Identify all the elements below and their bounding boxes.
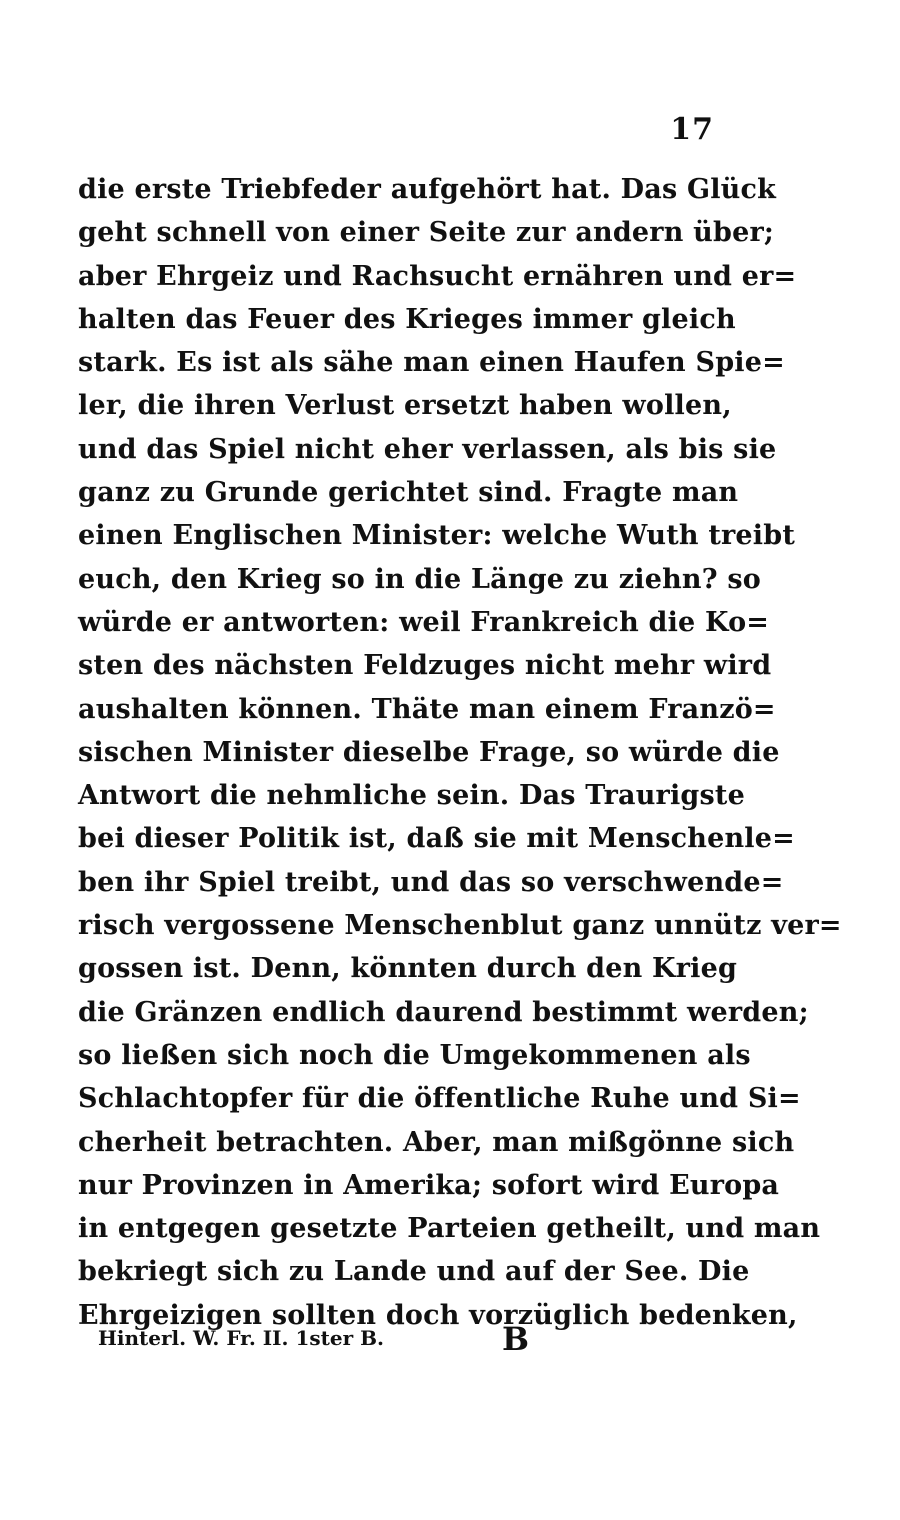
text-line: stark. Es ist als sähe man einen Haufen Spie= [78,347,785,379]
text-line: ler, die ihren Verlust ersetzt haben wollen, [78,390,732,422]
signature-mark: B [502,1320,530,1358]
text-line: gossen ist. Denn, könnten durch den Krieg [78,953,738,985]
text-line: in entgegen gesetzte Parteien getheilt, und man [78,1213,821,1245]
text-line: Antwort die nehmliche sein. Das Traurigste [78,780,745,812]
text-line: nur Provinzen in Amerika; sofort wird Europa [78,1169,780,1201]
body-text [78,168,842,1337]
text-line: ganz zu Grunde gerichtet sind. Fragte man [78,477,739,509]
text-line: Ehrgeizigen sollten doch vorzüglich bedenken, [78,1299,798,1331]
text-line: die Gränzen endlich daurend bestimmt werden; [78,996,809,1028]
text-line: sten des nächsten Feldzuges nicht mehr wird [78,650,772,682]
text-line: Schlachtopfer für die öffentliche Ruhe und Si= [78,1083,801,1115]
text-line: ben ihr Spiel treibt, und das so verschwende= [78,866,784,898]
text-line: geht schnell von einer Seite zur andern über; [78,217,775,249]
text-line: halten das Feuer des Krieges immer gleich [78,303,736,335]
text-line: aushalten können. Thäte man einem Franzö= [78,693,776,725]
text-line: die erste Triebfeder aufgehört hat. Das Glück [78,174,777,205]
text-line: cherheit betrachten. Aber, man mißgönne sich [78,1126,795,1158]
text-line: und das Spiel nicht eher verlassen, als bis sie [78,433,777,465]
text-line: bekriegt sich zu Lande und auf der See. Die [78,1256,750,1288]
text-line: bei dieser Politik ist, daß sie mit Menschenle= [78,823,795,855]
text-line: sischen Minister dieselbe Frage, so würde die [78,736,780,768]
text-line: aber Ehrgeiz und Rachsucht ernähren und er= [78,260,797,292]
text-line: risch vergossene Menschenblut ganz unnütz ver= [78,910,842,942]
text-line: einen Englischen Minister: welche Wuth treibt [78,520,795,552]
text-line: euch, den Krieg so in die Länge zu ziehn? so [78,563,761,595]
text-line: würde er antworten: weil Frankreich die Ko= [78,606,770,638]
signature-reference: Hinterl. W. Fr. II. 1ster B. [98,1326,384,1350]
page-number: 17 [670,112,714,147]
text-line: so ließen sich noch die Umgekommenen als [78,1039,751,1071]
page-footer [98,1320,538,1360]
